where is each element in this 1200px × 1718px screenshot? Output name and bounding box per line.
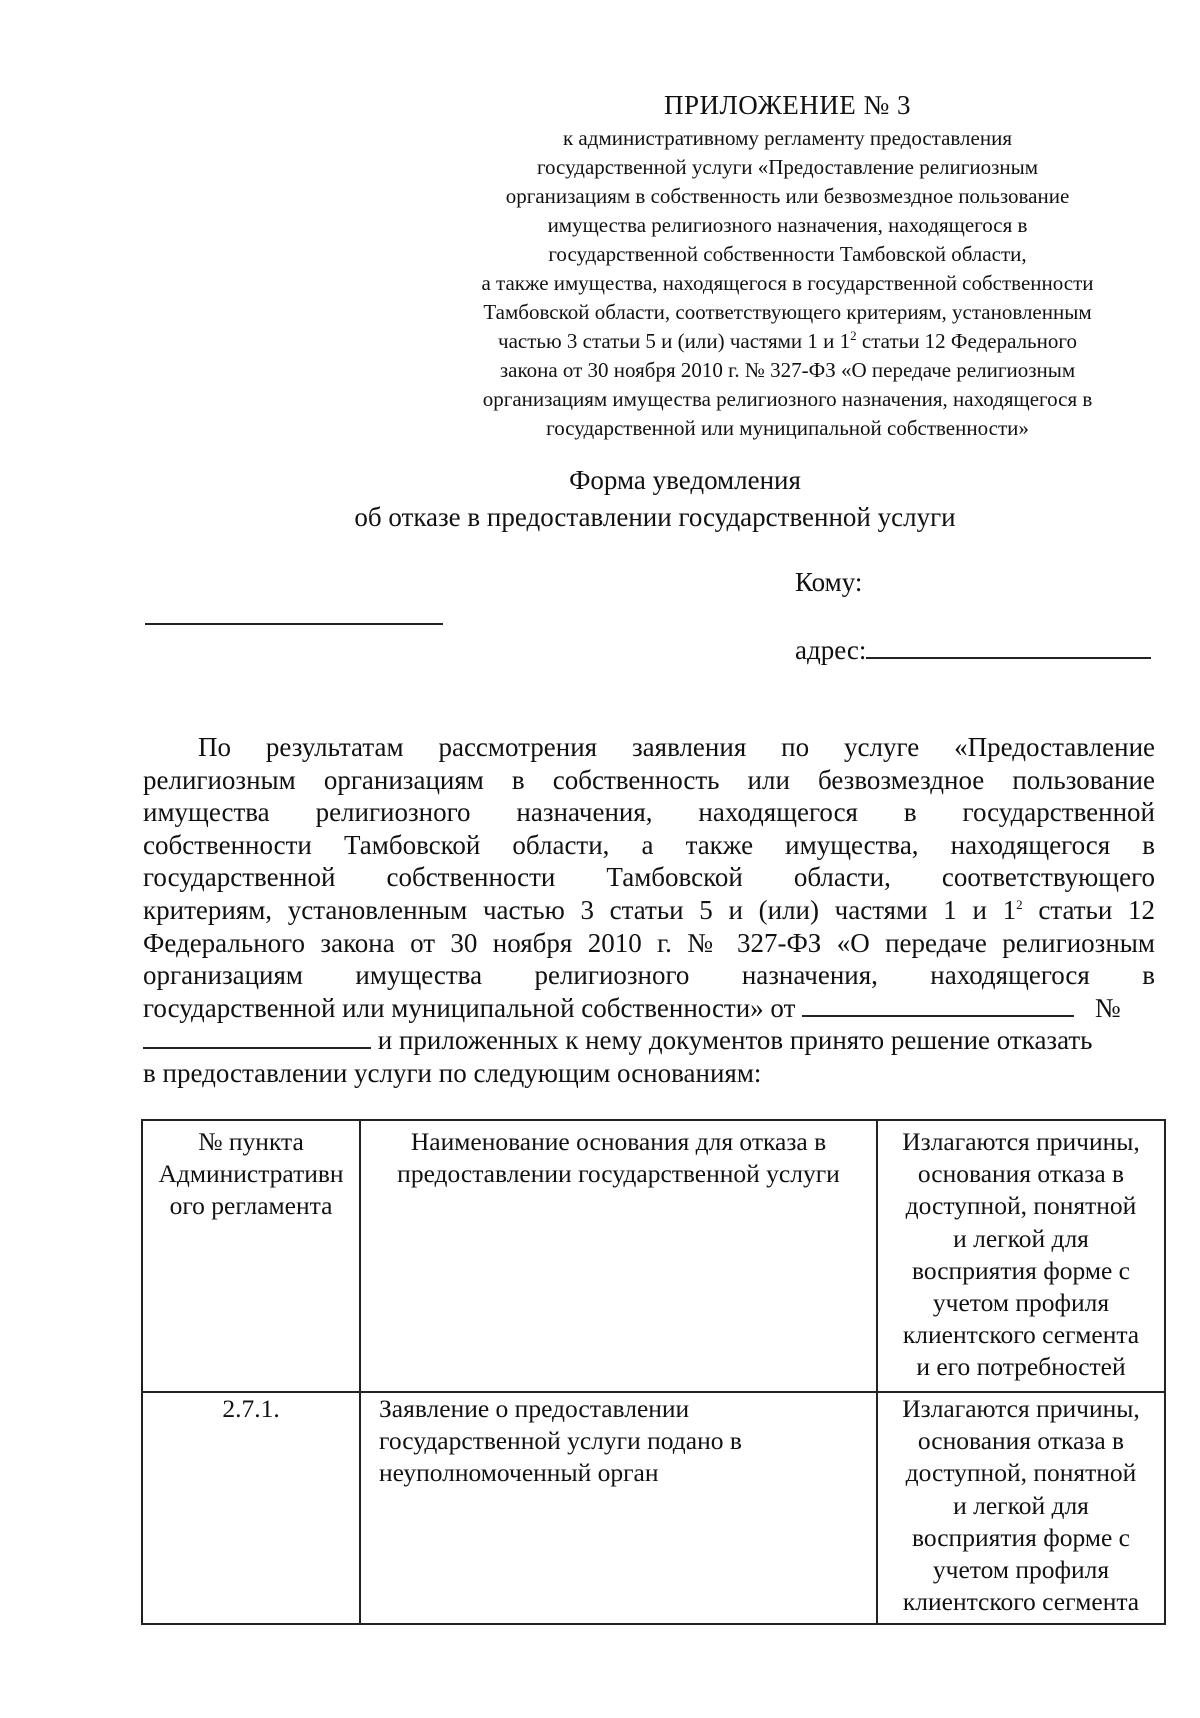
ground-text: Заявление о предоставлении [379,1394,690,1423]
header-line: закона от 30 ноября 2010 г. № 327-ФЗ «О передаче религиозным [499,358,1076,382]
number-field[interactable] [143,1025,371,1049]
address-row [795,633,1151,667]
header-cell-ground [360,1120,877,1392]
body-line-part: № [1088,992,1121,1023]
body-line [143,894,1155,927]
body-line-part: статьи 12 [1022,894,1155,925]
clause-cell [142,1392,360,1624]
header-line: имущества религиозного назначения, находящегося в [547,213,1028,237]
ground-text: неуполномоченный орган [379,1458,659,1488]
header-text: учетом профиля [932,1288,1110,1318]
ground-cell [360,1392,877,1624]
date-field[interactable] [802,993,1074,1017]
reasons-text: основания отказа в [917,1426,1125,1456]
table-header-row [142,1120,1165,1392]
header-text: ого регламента [169,1191,333,1221]
body-line-part: критериям, установленным частью 3 статьи 5 и (или) частями 1 и 1 [143,894,1017,925]
reasons-text: клиентского сегмента [902,1587,1140,1617]
form-heading-line: об отказе в предоставлении государственной услуги [354,502,956,532]
recipient-label: Кому: [795,567,863,597]
body-line [143,992,1155,1025]
address-label: адрес: [795,635,867,665]
notice-body [143,731,1155,1090]
ground-text: государственной услуги подано в [379,1426,742,1456]
header-line: к административному регламенту предоставления [562,126,1012,150]
body-line: религиозным организациям в собственность или безвозмездное пользование [143,764,1155,795]
body-line: Федерального закона от 30 ноября 2010 г. № 327-ФЗ «О передаче религиозным [143,927,1155,958]
address-field[interactable] [866,633,1151,659]
body-line: имущества религиозного назначения, находящегося в государственной [143,797,1155,828]
body-line: собственности Тамбовской области, а также имущества, находящегося в [143,829,1155,860]
body-line: в предоставлении услуги по следующим основаниям: [143,1057,762,1088]
body-line-part: и приложенных к нему документов принято решение отказать [371,1025,1093,1056]
header-text: Административн [158,1159,344,1189]
header-text: Излагаются причины, [902,1127,1140,1156]
superscript: 2 [1016,896,1023,912]
header-text: доступной, понятной [905,1191,1137,1221]
superscript: 2 [850,328,857,343]
clause-number: 2.7.1. [222,1394,280,1423]
recipient-name-field[interactable] [145,623,443,625]
header-text: № пункта [198,1127,304,1156]
header-line [420,327,1155,356]
header-cell-clause [142,1120,360,1392]
header-line: государственной или муниципальной собственности» [546,416,1029,440]
header-cell-reasons [877,1120,1165,1392]
header-text: восприятия форме с [911,1255,1131,1285]
appendix-header [420,88,1155,443]
header-text: клиентского сегмента [902,1320,1140,1350]
body-line: организациям имущества религиозного назначения, находящегося в [143,960,1155,991]
refusal-grounds-table [141,1119,1166,1625]
table-row [142,1392,1165,1624]
header-text: основания отказа в [917,1159,1125,1189]
form-heading [130,462,1180,536]
header-line: Тамбовской области, соответствующего критериям, установленным [483,300,1092,324]
form-heading-line: Форма уведомления [569,465,801,495]
header-line: государственной собственности Тамбовской области, [548,242,1027,266]
header-text: предоставлении государственной услуги [397,1159,840,1189]
header-line: организациям имущества религиозного назначения, находящегося в [482,387,1093,411]
header-text: Наименование основания для отказа в [410,1127,827,1156]
reasons-text: восприятия форме с [911,1522,1131,1552]
body-line-part: государственной или муниципальной собственности» от [143,992,803,1023]
header-text: и легкой для [953,1223,1089,1253]
reasons-text: доступной, понятной [905,1458,1137,1488]
reasons-cell [877,1392,1165,1624]
body-line [143,1024,1155,1057]
header-line: государственной услуги «Предоставление религиозным [536,155,1039,179]
header-line-part: частью 3 статьи 5 и (или) частями 1 и 1 [498,329,851,353]
header-line: а также имущества, находящегося в государственной собственности [481,271,1094,295]
body-line: По результатам рассмотрения заявления по услуге «Предоставление [198,732,1155,762]
reasons-text: учетом профиля [932,1555,1110,1585]
header-line: организациям в собственность или безвозмездное пользование [505,184,1070,208]
body-line: государственной собственности Тамбовской области, соответствующего [143,862,1155,893]
appendix-title: ПРИЛОЖЕНИЕ № 3 [663,90,912,120]
header-line-part: статьи 12 Федерального [856,329,1077,353]
header-text: и его потребностей [916,1352,1126,1382]
reasons-text: и легкой для [953,1490,1089,1520]
reasons-text: Излагаются причины, [902,1394,1140,1423]
